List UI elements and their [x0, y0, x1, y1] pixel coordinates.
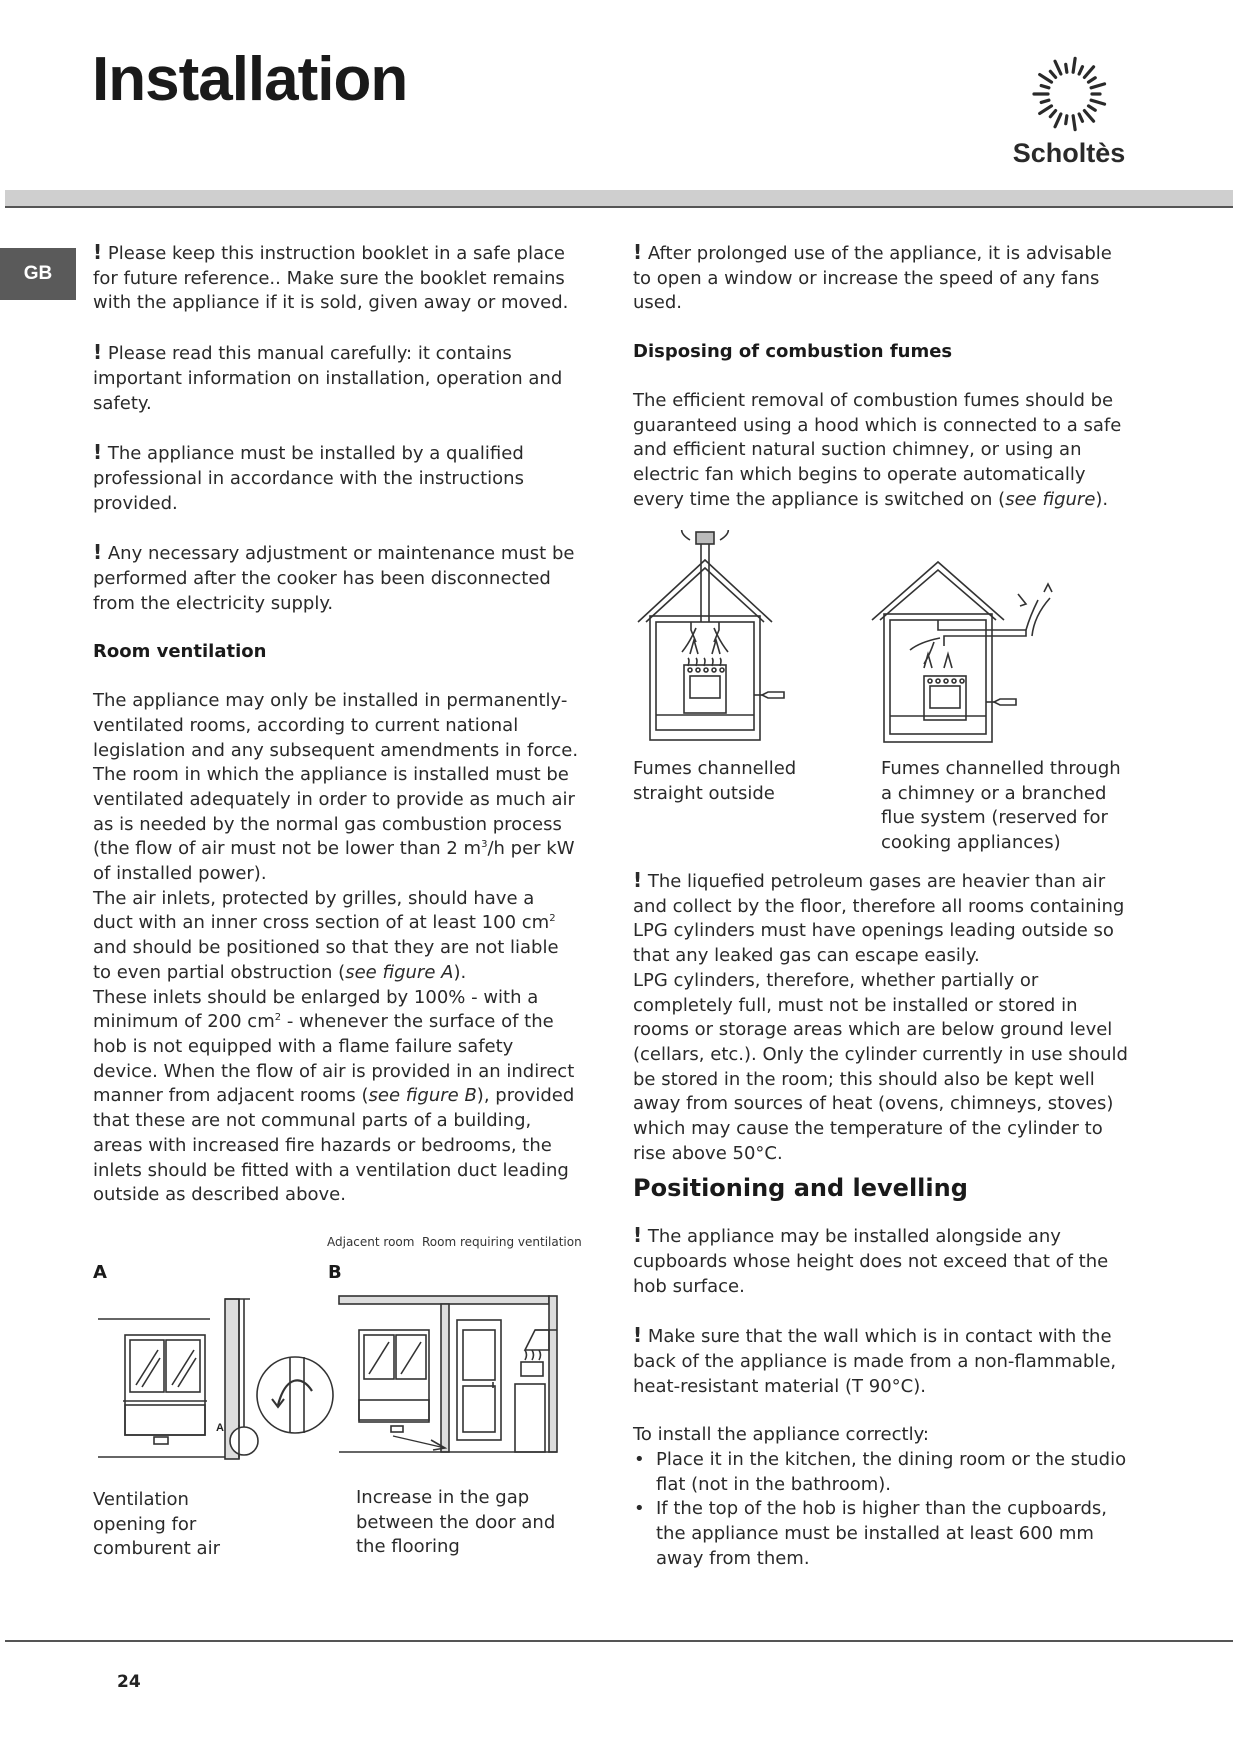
superscript: 2	[274, 1012, 282, 1024]
lpg-text: The liquefied petroleum gases are heavier than air and collect by the floor, therefore all rooms containing LPG cylinders must have openings leading outside so that any leaked gas can escape easily.	[633, 871, 1125, 967]
fumes-text: ).	[1095, 488, 1109, 510]
install-intro: To install the appliance correctly:	[633, 1424, 929, 1446]
brand-name: Scholtès	[1012, 138, 1126, 168]
exclamation-mark: !	[633, 1323, 643, 1348]
figure-a-marker: A	[216, 1422, 224, 1434]
adjacent-room-label: Adjacent room	[327, 1235, 415, 1249]
room-requiring-label: Room requiring ventilation	[422, 1235, 582, 1249]
note-text: After prolonged use of the appliance, it is advisable to open a window or increase the speed of any fans used.	[633, 243, 1112, 314]
figure-reference: see figure A	[345, 961, 454, 983]
list-item: • Place it in the kitchen, the dining room or the studio flat (not in the bathroom).	[633, 1448, 1131, 1497]
rv-text: /h per kW of installed power).	[93, 838, 575, 885]
logo-ray	[1040, 75, 1052, 83]
note-text: Make sure that the wall which is in contact with the back of the appliance is made from a non-flammable, heat-resistant material (T 90°C).	[633, 1326, 1117, 1397]
note-qualified	[93, 440, 579, 516]
logo-ray	[1079, 114, 1082, 121]
page-title: Installation	[92, 45, 408, 114]
logo-ray	[1089, 78, 1096, 82]
logo-ray	[1073, 58, 1075, 72]
rv-paragraph-1: The appliance may only be installed in permanently-ventilated rooms, according to current national legislation and any subsequent amendments in force.	[93, 690, 579, 761]
figure-reference: see figure	[1005, 488, 1096, 510]
logo-ray	[1073, 116, 1075, 130]
note-maintenance	[93, 540, 579, 616]
note-text: Any necessary adjustment or maintenance must be performed after the cooker has been disconnected from the electricity supply.	[93, 543, 575, 614]
positioning-heading: Positioning and levelling	[633, 1174, 968, 1203]
rv-paragraph-4	[93, 986, 579, 1208]
logo-ray	[1041, 86, 1049, 88]
superscript: 3	[481, 839, 488, 851]
logo-ray	[1041, 100, 1049, 102]
left-column	[93, 240, 579, 1208]
note-read-manual	[93, 340, 579, 416]
room-ventilation-heading: Room ventilation	[93, 641, 267, 663]
figure-reference: see figure B	[368, 1085, 477, 1107]
lpg-paragraph-1	[633, 868, 1131, 969]
figure-a-label: A	[93, 1262, 107, 1283]
page-number: 24	[117, 1672, 141, 1692]
note-text: The appliance may be installed alongside any cupboards whose height does not exceed that of the hob surface.	[633, 1226, 1109, 1297]
logo-ray	[1079, 67, 1082, 74]
logo-ray	[1089, 106, 1096, 110]
exclamation-mark: !	[93, 440, 103, 465]
logo-ray	[1091, 84, 1104, 88]
figure-b-label: B	[328, 1262, 342, 1283]
fumes-heading: Disposing of combustion fumes	[633, 341, 953, 363]
exclamation-mark: !	[633, 1223, 643, 1248]
language-tab: GB	[0, 248, 76, 300]
lpg-paragraph-2: LPG cylinders, therefore, whether partially or completely full, must not be installed or stored in rooms or storage areas which are below ground level (cellars, etc.). Only the cylinder currently in use should be stored in the room; this should also be kept well away from sources of heat (ovens, chimneys, stoves) which may cause the temperature of the cylinder to rise above 50°C.	[633, 969, 1128, 1164]
figure-a-caption: Ventilation opening for comburent air	[93, 1489, 220, 1560]
fumes-chimney-illustration	[868, 550, 1068, 750]
exclamation-mark: !	[93, 540, 103, 565]
rv-text: - whenever the surface of the hob is not equipped with a flame failure safety device. When the flow of air is provided in an indirect manner from adjacent rooms (	[93, 1011, 575, 1107]
note-cupboards	[633, 1223, 1131, 1299]
fumes-paragraph	[633, 389, 1131, 513]
note-prolonged-use	[633, 240, 1131, 316]
note-wall-material	[633, 1323, 1131, 1399]
fumes-text: The efficient removal of combustion fumes should be guaranteed using a hood which is connected to a safe and efficient natural suction chimney, or using an electric fan which begins to operate automatically every time the appliance is switched on (	[633, 389, 1122, 510]
logo-ray	[1066, 116, 1067, 124]
superscript: 2	[549, 913, 556, 925]
install-bullet-list	[633, 1448, 1131, 1572]
rv-text: These inlets should be enlarged by 100% - with a minimum of 200 cm	[93, 986, 539, 1033]
list-item: • If the top of the hob is higher than the cupboards, the appliance must be installed at least 600 mm away from them.	[633, 1497, 1131, 1571]
note-text: Please read this manual carefully: it contains important information on installation, operation and safety.	[93, 343, 563, 414]
right-column-bottom	[633, 868, 1131, 1572]
footer-divider	[5, 1640, 1233, 1642]
logo-ray	[1084, 111, 1093, 122]
note-text: Please keep this instruction booklet in a safe place for future reference.. Make sure the booklet remains with the appliance if it is sold, given away or moved.	[93, 243, 569, 314]
right-column-top	[633, 240, 1131, 512]
logo-ray	[1084, 67, 1093, 78]
note-text: The appliance must be installed by a qualified professional in accordance with the instructions provided.	[93, 443, 524, 514]
rv-text: The room in which the appliance is installed must be ventilated adequately in order to provide as much air as is needed by the normal gas combustion process (the flow of air must not be lower than 2 m	[93, 764, 575, 860]
rv-text: The air inlets, protected by grilles, should have a duct with an inner cross section of at least 100 cm	[93, 887, 550, 934]
fumes-caption-straight: Fumes channelled straight outside	[633, 758, 797, 804]
header-divider	[5, 190, 1233, 208]
logo-ray	[1050, 111, 1055, 117]
rv-text: ), provided that these are not communal parts of a building, areas with increased fire hazards or bedrooms, the inlets should be fitted with a ventilation duct leading outside as described above.	[93, 1085, 575, 1206]
exclamation-mark: !	[633, 240, 643, 264]
rv-text: ).	[453, 961, 467, 983]
logo-ray	[1066, 64, 1067, 72]
rv-text: and should be positioned so that they are not liable to even partial obstruction (	[93, 937, 559, 983]
rv-paragraph-2	[93, 763, 579, 887]
figure-b-illustration	[335, 1290, 585, 1470]
fumes-caption-chimney: Fumes channelled through a chimney or a branched flue system (reserved for cooking appliances)	[881, 758, 1121, 854]
logo-ray	[1055, 61, 1061, 74]
figure-a-illustration	[90, 1295, 340, 1475]
logo-ray	[1091, 100, 1104, 104]
exclamation-mark: !	[93, 240, 103, 264]
rv-paragraph-3	[93, 887, 579, 986]
fumes-straight-outside-illustration	[630, 530, 790, 745]
figure-b-caption: Increase in the gap between the door and the flooring	[356, 1487, 556, 1558]
logo-ray	[1040, 106, 1052, 114]
logo-ray	[1050, 71, 1055, 77]
exclamation-mark: !	[93, 340, 103, 365]
logo-ray	[1055, 114, 1061, 127]
exclamation-mark: !	[633, 868, 643, 892]
note-keep-booklet	[93, 240, 579, 316]
